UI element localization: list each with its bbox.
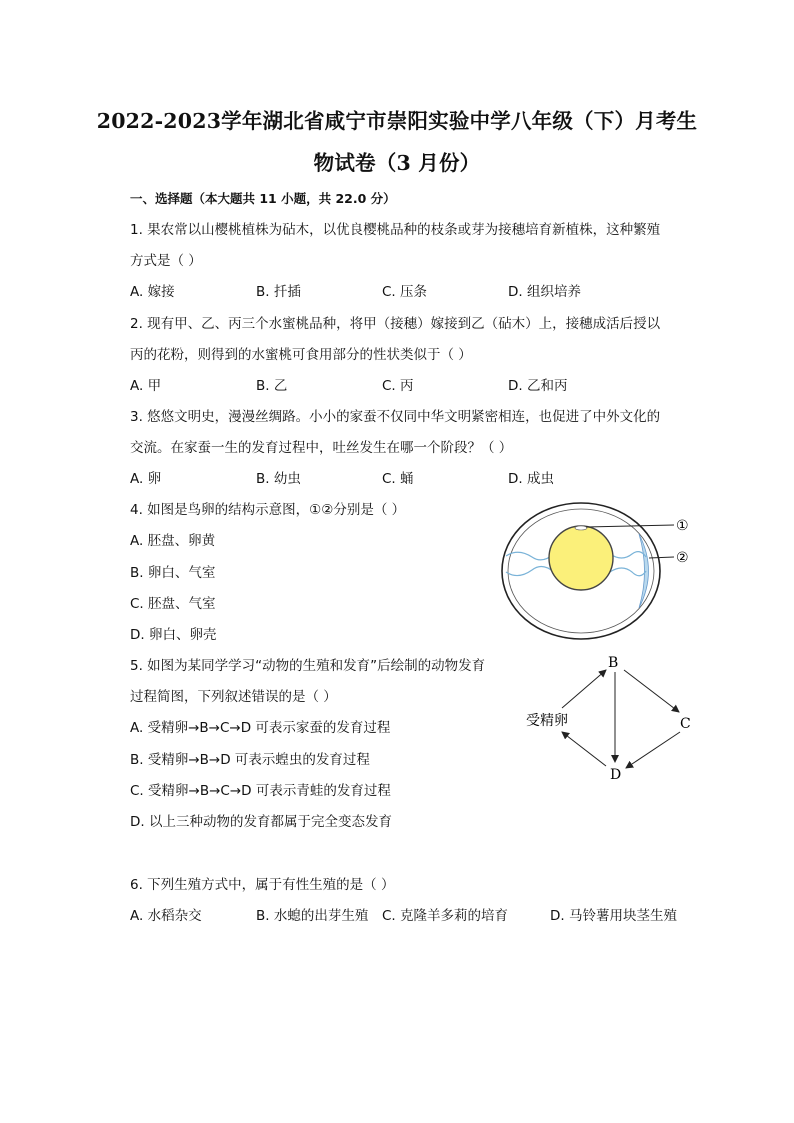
- arrow-c-to-d: [626, 732, 680, 768]
- q2-option-a: A. 甲: [130, 378, 162, 394]
- egg-label-2: ②: [676, 550, 689, 566]
- q3-stem-line-1: 3. 悠悠文明史，漫漫丝绸路。小小的家蚕不仅同中华文明紧密相连，也促进了中外文化的: [130, 409, 661, 425]
- q3-option-c: C. 蛹: [382, 471, 414, 487]
- q3-option-b: B. 幼虫: [256, 471, 301, 487]
- q2-option-b: B. 乙: [256, 378, 288, 394]
- development-cycle-diagram: [520, 648, 700, 788]
- q6-stem: 6. 下列生殖方式中，属于有性生殖的是（ ）: [130, 877, 395, 893]
- q2-stem-line-1: 2. 现有甲、乙、丙三个水蜜桃品种，将甲（接穗）嫁接到乙（砧木）上，接穗成活后授以: [130, 316, 661, 332]
- q3-option-a: A. 卵: [130, 471, 162, 487]
- q6-option-a: A. 水稻杂交: [130, 908, 202, 924]
- q1-option-a: A. 嫁接: [130, 284, 175, 300]
- q4-option-b: B. 卵白、气室: [130, 565, 216, 581]
- yolk: [549, 526, 613, 590]
- arrow-egg-to-b: [562, 670, 606, 708]
- q5-option-a: A. 受精卵→B→C→D 可表示家蚕的发育过程: [130, 720, 391, 736]
- germinal-disc: [575, 526, 587, 530]
- q6-option-c: C. 克隆羊多莉的培育: [382, 908, 509, 924]
- bird-egg-diagram: [498, 500, 698, 642]
- exam-title-line-2: 物试卷（3 月份）: [313, 151, 481, 175]
- q2-option-c: C. 丙: [382, 378, 414, 394]
- arrow-d-to-egg: [562, 732, 606, 766]
- q5-option-d: D. 以上三种动物的发育都属于完全变态发育: [130, 814, 392, 830]
- section-heading: 一、选择题（本大题共 11 小题，共 22.0 分）: [130, 191, 396, 206]
- q4-option-a: A. 胚盘、卵黄: [130, 533, 216, 549]
- egg-label-1: ①: [676, 518, 689, 534]
- q1-option-c: C. 压条: [382, 284, 428, 300]
- q6-option-b: B. 水螅的出芽生殖: [256, 908, 369, 924]
- q5-stem-line-1: 5. 如图为某同学学习“动物的生殖和发育”后绘制的动物发育: [130, 658, 486, 674]
- exam-title-line-1: 2022-2023学年湖北省咸宁市崇阳实验中学八年级（下）月考生: [96, 109, 698, 133]
- q3-stem-line-2: 交流。在家蚕一生的发育过程中，吐丝发生在哪一个阶段？（ ）: [130, 440, 513, 456]
- node-d: D: [610, 767, 622, 783]
- q4-option-c: C. 胚盘、气室: [130, 596, 216, 612]
- q3-option-d: D. 成虫: [508, 471, 554, 487]
- q2-stem-line-2: 丙的花粉，则得到的水蜜桃可食用部分的性状类似于（ ）: [130, 347, 472, 363]
- q1-stem-line-1: 1. 果农常以山樱桃植株为砧木，以优良樱桃品种的枝条或芽为接穗培育新植株，这种繁殖: [130, 222, 661, 238]
- q1-stem-line-2: 方式是（ ）: [130, 253, 202, 269]
- q4-option-d: D. 卵白、卵壳: [130, 627, 217, 643]
- q6-option-d: D. 马铃薯用块茎生殖: [550, 908, 677, 924]
- arrow-b-to-c: [624, 670, 679, 712]
- q1-option-b: B. 扦插: [256, 284, 301, 300]
- q1-option-d: D. 组织培养: [508, 284, 581, 300]
- node-fertilized-egg: 受精卵: [526, 713, 568, 729]
- node-c: C: [680, 716, 691, 732]
- node-b: B: [608, 655, 619, 671]
- q2-option-d: D. 乙和丙: [508, 378, 568, 394]
- q5-option-b: B. 受精卵→B→D 可表示蝗虫的发育过程: [130, 752, 370, 768]
- q4-stem: 4. 如图是鸟卵的结构示意图，①②分别是（ ）: [130, 502, 406, 518]
- q5-option-c: C. 受精卵→B→C→D 可表示青蛙的发育过程: [130, 783, 391, 799]
- q5-stem-line-2: 过程简图，下列叙述错误的是（ ）: [130, 689, 337, 705]
